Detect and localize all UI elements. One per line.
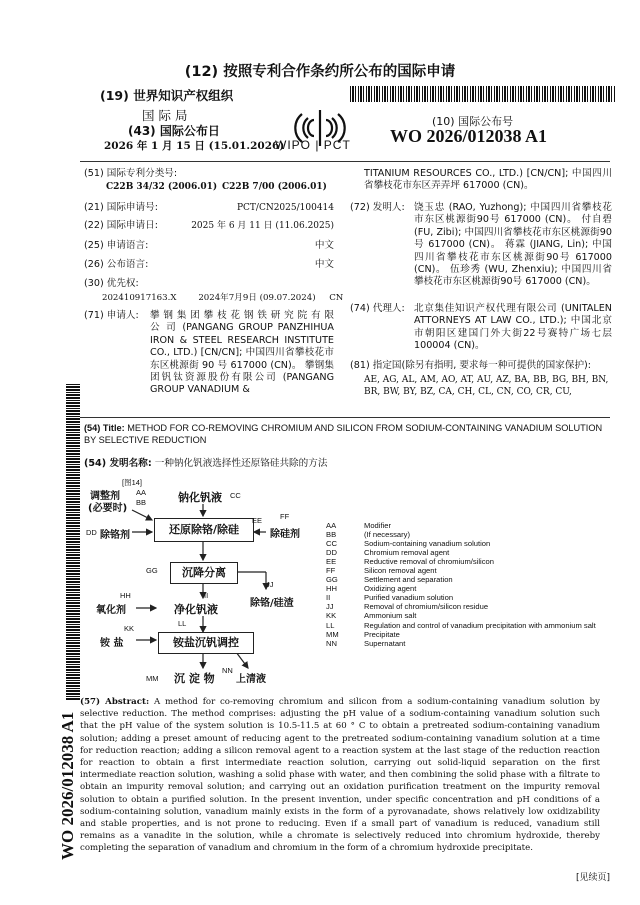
filing-language: 中文 (314, 240, 334, 251)
precipitate-label: 沉 淀 物 (174, 672, 215, 685)
filing-date-label: (22) 国际申请日: (84, 220, 158, 231)
code-gg: GG (146, 566, 158, 575)
code-dd: DD (86, 528, 97, 537)
org-name: 世界知识产权组织 (133, 88, 234, 103)
legend-item: DD Chromium removal agent (326, 548, 450, 558)
english-title-block (84, 422, 609, 446)
silicon-agent-label: 除硅剂 (270, 529, 300, 540)
purified-solution-label: 净化钒液 (174, 603, 218, 616)
document-title: (12) 按照专利合作条约所公布的国际申请 (184, 64, 456, 80)
legend-item: MM Precipitate (326, 629, 400, 639)
code-nn: NN (222, 666, 233, 675)
publication-date-value: 2026 年 1 月 15 日 (15.01.2026) (104, 140, 285, 152)
settle-separate-box: 沉降分离 (170, 562, 238, 584)
publication-language-label: (26) 公布语言: (84, 259, 149, 270)
ph-adjust-note: (必要时) (88, 503, 128, 514)
agent-text: 北京集佳知识产权代理有限公司 (UNITALEN ATTORNEYS AT LAW CO., LTD.); 中国北京市朝阳区建国门外大街22号赛特广场七层 100004 (CN)。 (414, 303, 612, 352)
abstract-label: (57) Abstract: (80, 697, 150, 707)
code-cc: CC (230, 491, 241, 500)
legend-item: KK Ammonium salt (326, 611, 417, 621)
applicant-continued: TITANIUM RESOURCES CO., LTD.) [CN/CN]; 中国四川省攀枝花市东区弄弄坪 617000 (CN)。 (364, 168, 612, 192)
chromium-agent-label: 除铬剂 (100, 530, 130, 541)
agent-label: (74) 代理人: (350, 303, 405, 314)
publication-date-label: (43) 国际公布日 (128, 124, 220, 138)
legend-item: EE Reductive removal of chromium/silicon (326, 557, 494, 567)
supernatant-label: 上清液 (236, 674, 266, 685)
legend-item: CC Sodium-containing vanadium solution (326, 539, 491, 549)
org-code: (19) (100, 88, 129, 103)
chinese-title-block (84, 455, 327, 469)
filing-date: 2025 年 6 月 11 日 (11.06.2025) (191, 221, 334, 231)
ipc-2: C22B 7/00 (2006.01) (222, 182, 327, 192)
inventor-label: (72) 发明人: (350, 202, 405, 213)
continued-note: [见续页] (575, 873, 610, 883)
sodium-solution-label: 钠化钒液 (178, 491, 222, 504)
abstract-block (80, 696, 600, 855)
legend-item: JJ Removal of chromium/silicon residue (326, 602, 489, 612)
side-publication-number: WO 2026/012038 A1 (58, 711, 77, 860)
publication-language: 中文 (314, 259, 334, 270)
code-kk: KK (124, 624, 135, 633)
ammonium-control-box: 铵盐沉钒调控 (158, 632, 254, 654)
code-hh: HH (120, 591, 131, 600)
code-ll: LL (178, 619, 187, 628)
residue-label: 除铬/硅渣 (250, 598, 294, 609)
filing-language-label: (25) 申请语言: (84, 240, 149, 251)
inventor-text: 饶玉忠 (RAO, Yuzhong); 中国四川省攀枝花市东区桃源街90号 617000 (CN)。 付自碧 (FU, Zibi); 中国四川省攀枝花市东区桃源街90号 617000 (CN)。 蒋霖 (JIANG, Lin); 中国四川省攀枝花市东区桃源街90号 617000 (CN)。 伍珍秀 (WU, Zhenxiu); 中国四川省攀枝花市东区桃源街90号 617000 (CN)。 (414, 202, 612, 288)
org-bureau: 国 际 局 (142, 108, 188, 123)
application-number: PCT/CN2025/100414 (236, 203, 334, 213)
figure-legend (326, 521, 596, 648)
application-number-label: (21) 国际申请号: (84, 202, 158, 213)
publication-number: WO 2026/012038 A1 (390, 126, 548, 146)
ipc-1: C22B 34/32 (2006.01) (106, 182, 218, 192)
legend-item: II Purified vanadium solution (326, 593, 454, 603)
barcode-side (66, 384, 80, 700)
ammonium-salt-label: 铵 盐 (100, 638, 124, 649)
legend-item: GG Settlement and separation (326, 575, 453, 585)
designated-states-label: (81) 指定国(除另有指明, 要求每一种可提供的国家保护): (350, 360, 592, 371)
code-bb: BB (136, 498, 147, 507)
legend-item: LL Regulation and control of vanadium precipitation with ammonium salt (326, 620, 596, 630)
designated-states: AE, AG, AL, AM, AO, AT, AU, AZ, BA, BB, BG, BH, BN, BR, BW, BY, BZ, CA, CH, CL, CN, CO, CR, CU, (364, 375, 609, 398)
applicant-text: 攀 钢 集 团 攀 枝 花 钢 铁 研 究 院 有 限 公 司 (PANGANG GROUP PANZHIHUA IRON & STEEL RESEARCH INSTITUTE CO., LTD.) [CN/CN]; 中国四川省攀枝花市东区桃源街 90 号 617000 (CN)。 攀钢集团钒钛资源股份有限公司 (PANGANG GROUP VANADIUM & (150, 310, 334, 396)
header-divider (80, 161, 610, 162)
code-ii: II (204, 591, 209, 600)
publication-number-label: (10) 国际公布号 (432, 115, 514, 128)
english-title: METHOD FOR CO-REMOVING CHROMIUM AND SILICON FROM SODIUM-CONTAINING VANADIUM SOLUTION BY SELECTIVE REDUCTION (84, 423, 603, 445)
legend-item: BB (If necessary) (326, 530, 410, 540)
code-ee: EE (252, 516, 263, 525)
english-title-label: (54) Title: (84, 423, 125, 433)
chinese-title-label: (54) 发明名称: (84, 458, 152, 469)
ipc-label: (51) 国际专利分类号: (84, 168, 178, 179)
code-aa: AA (136, 488, 147, 497)
legend-item: FF Silicon removal agent (326, 566, 437, 576)
code-mm: MM (146, 674, 159, 683)
code-jj: JJ (266, 580, 274, 589)
priority-label: (30) 优先权: (84, 278, 139, 289)
applicant-label: (71) 申请人: (84, 310, 139, 321)
barcode-top (350, 86, 615, 102)
wipo-pct-text: WIPO | PCT (275, 138, 351, 152)
priority-data: 202410917163.X 2024年7月9日 (09.07.2024) CN (102, 293, 344, 303)
process-flow-figure (86, 474, 322, 692)
oxidizer-label: 氧化剂 (96, 605, 126, 616)
reduce-remove-box: 还原除铬/除硅 (154, 518, 254, 542)
fig-label: [图14] (122, 478, 143, 487)
code-ff: FF (280, 512, 290, 521)
legend-item: AA Modifier (326, 521, 392, 530)
abstract-text: A method for co-removing chromium and silicon from a sodium-containing vanadium solution by selective reduction. The method comprises: adjusting the pH value of a sodium-containing vanadium solution such that the pH value of the system solution is 10.5-11.5 at 60 ° C to obtain a pretreated sodium-containing vanadium solution; adding a preset amount of reducing agent to the pretreated sodium-containing vanadium solution at a time for reduction reaction; adding a silicon removal agent to a reaction system at the last stage of the reduction reaction for reaction to obtain a first intermediate reaction solution, carrying out solid-liquid separation on the first intermediate reaction solution, washing a solid phase with water, and then combining the solid phase with a filtrate to obtain an impurity removal solution; and carrying out an oxidation purification treatment on the impurity removal solution to obtain a purified solution. In the present invention, under specific concentration and pH conditions of a sodium-containing solution, vanadium mainly exists in the form of a pyrovanadate, shows relatively low oxidizability and stable properties, and is not prone to reducing. Even if a small part of vanadium is reduced, vanadium still remains as a vanadite in the solution, while a chromate is selectively reduced into chromium hydroxide, thereby completing the separation of vanadium and chromium in the form of a chromium hydroxide precipitate. (80, 697, 601, 854)
section-divider (80, 417, 610, 418)
chinese-title: 一种钠化钒液选择性还原铬硅共除的方法 (154, 458, 328, 469)
ph-adjust-label: 调整剂 (90, 491, 120, 502)
legend-item: NN Supernatant (326, 638, 406, 648)
legend-item: HH Oxidizing agent (326, 584, 417, 594)
organization-block (100, 86, 270, 124)
